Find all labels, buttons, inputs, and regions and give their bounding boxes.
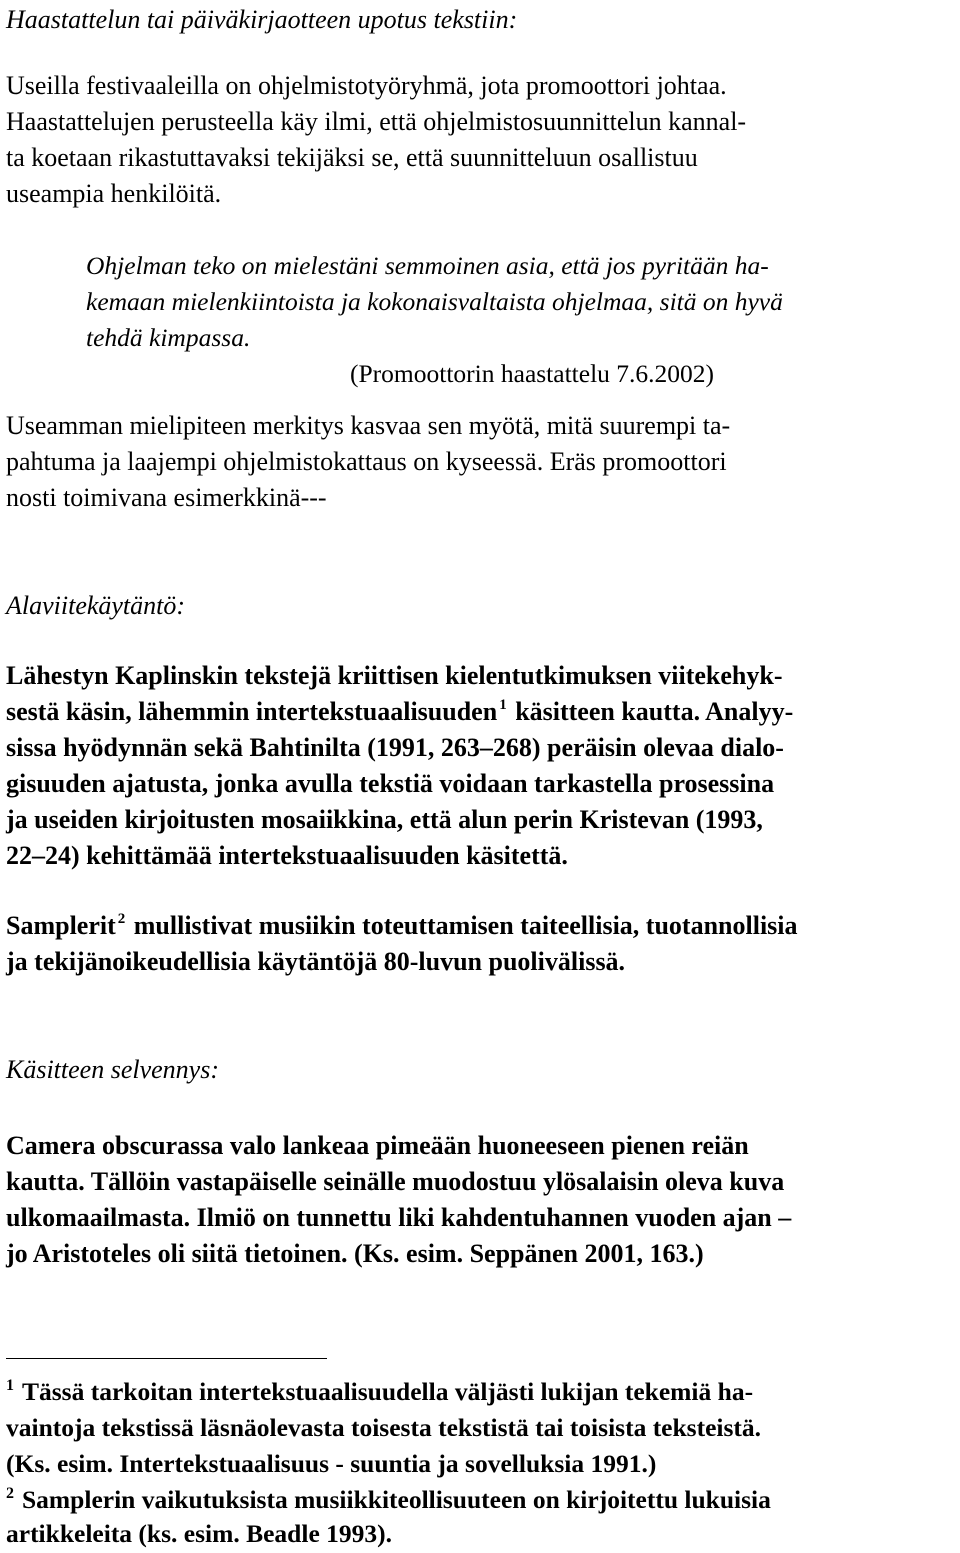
section-heading-concept-clarification: Käsitteen selvennys: (6, 1055, 219, 1084)
text-span: mullistivat musiikin toteuttamisen taiteellisia, tuotannollisia (127, 911, 798, 940)
body-line: jo Aristoteles oli siitä tietoinen. (Ks. esim. Seppänen 2001, 163.) (6, 1239, 704, 1268)
footnote-1-line: vaintoja tekstissä läsnäolevasta toisesta tekstistä tai toisista teksteistä. (6, 1413, 762, 1442)
footnote-1-line (6, 1374, 753, 1410)
text-span: käsitteen kautta. Analyy- (508, 697, 794, 726)
body-line: ta koetaan rikastuttavaksi tekijäksi se, että suunnitteluun osallistuu (6, 143, 698, 172)
body-line: kautta. Tällöin vastapäiselle seinälle muodostuu ylösalaisin oleva kuva (6, 1167, 785, 1196)
body-line: Useilla festivaaleilla on ohjelmistotyöryhmä, jota promoottori johtaa. (6, 71, 727, 100)
body-line: nosti toimivana esimerkkinä--- (6, 483, 327, 512)
body-line: pahtuma ja laajempi ohjelmistokattaus on kyseessä. Eräs promoottori (6, 447, 727, 476)
body-line: sissa hyödynnän sekä Bahtinilta (1991, 263–268) peräisin olevaa dialo- (6, 733, 784, 762)
body-line: ja useiden kirjoitusten mosaiikkina, että alun perin Kristevan (1993, (6, 805, 763, 834)
text-span: Samplerin vaikutuksista musiikkiteollisuuteen on kirjoitettu lukuisia (22, 1485, 771, 1514)
body-line-with-footnote-ref (6, 694, 793, 730)
body-line: Camera obscurassa valo lankeaa pimeään huoneeseen pienen reiän (6, 1131, 749, 1160)
body-line: Useamman mielipiteen merkitys kasvaa sen myötä, mitä suurempi ta- (6, 411, 731, 440)
body-line: Haastattelujen perusteella käy ilmi, että ohjelmistosuunnittelun kannal- (6, 107, 747, 136)
body-line: ja tekijänoikeudellisia käytäntöjä 80-luvun puolivälissä. (6, 947, 626, 976)
block-quote-line: kemaan mielenkiintoista ja kokonaisvaltaista ohjelmaa, sitä on hyvä (86, 287, 783, 316)
text-span: Tässä tarkoitan intertekstuaalisuudella väljästi lukijan tekemiä ha- (22, 1377, 754, 1406)
footnote-1-line: (Ks. esim. Intertekstuaalisuus - suuntia ja sovelluksia 1991.) (6, 1449, 657, 1478)
section-heading-interview: Haastattelun tai päiväkirjaotteen upotus tekstiin: (6, 5, 518, 34)
body-line: useampia henkilöitä. (6, 179, 222, 208)
footnote-2-number: 2 (6, 1485, 14, 1502)
body-line-with-footnote-ref (6, 908, 798, 944)
body-line: ulkomaailmasta. Ilmiö on tunnettu liki kahdentuhannen vuoden ajan – (6, 1203, 792, 1232)
quote-source: (Promoottorin haastattelu 7.6.2002) (350, 359, 715, 388)
text-span: Samplerit (6, 911, 116, 940)
footnote-ref-2[interactable]: 2 (117, 911, 126, 927)
footnote-2-line (6, 1482, 771, 1518)
footnote-ref-1[interactable]: 1 (499, 697, 507, 713)
footnote-1-number: 1 (6, 1377, 14, 1394)
footnote-2-line: artikkeleita (ks. esim. Beadle 1993). (6, 1519, 392, 1548)
body-line: gisuuden ajatusta, jonka avulla tekstiä voidaan tarkastella prosessina (6, 769, 775, 798)
block-quote-line: tehdä kimpassa. (86, 323, 251, 352)
body-line: 22–24) kehittämää intertekstuaalisuuden käsitettä. (6, 841, 568, 870)
text-span: sestä käsin, lähemmin intertekstuaalisuuden (6, 697, 498, 726)
body-line: Lähestyn Kaplinskin tekstejä kriittisen kielentutkimuksen viitekehyk- (6, 661, 783, 690)
section-heading-footnote-practice: Alaviitekäytäntö: (6, 591, 186, 620)
block-quote-line: Ohjelman teko on mielestäni semmoinen asia, että jos pyritään ha- (86, 251, 769, 280)
footnote-separator (6, 1358, 327, 1359)
